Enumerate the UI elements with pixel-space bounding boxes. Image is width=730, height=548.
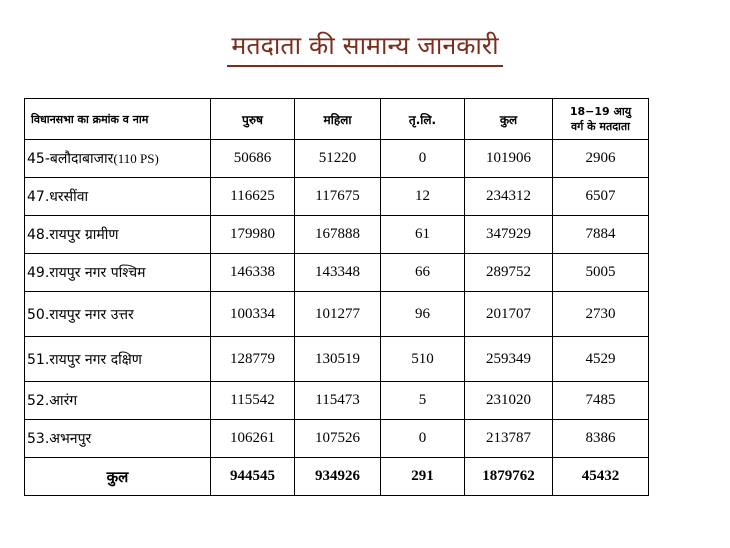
- row-age: 2730: [553, 292, 649, 337]
- row-name: 51.रायपुर नगर दक्षिण: [25, 337, 211, 382]
- table-header-row: [25, 99, 649, 140]
- row-age: 5005: [553, 254, 649, 292]
- total-age: 45432: [553, 458, 649, 496]
- row-third: 5: [381, 382, 465, 420]
- row-male: 179980: [211, 216, 295, 254]
- row-male: 106261: [211, 420, 295, 458]
- row-age: 4529: [553, 337, 649, 382]
- row-female: 143348: [295, 254, 381, 292]
- row-female: 51220: [295, 140, 381, 178]
- row-female: 130519: [295, 337, 381, 382]
- row-note: (110 PS): [113, 151, 159, 166]
- row-name: 47.धरसींवा: [25, 178, 211, 216]
- table-row: [25, 216, 649, 254]
- header-age-line1: 18−19 आयु: [569, 105, 632, 118]
- total-label: कुल: [25, 458, 211, 496]
- table-row: [25, 140, 649, 178]
- table-row: [25, 254, 649, 292]
- row-total: 234312: [465, 178, 553, 216]
- row-total: 289752: [465, 254, 553, 292]
- row-male: 100334: [211, 292, 295, 337]
- total-third: 291: [381, 458, 465, 496]
- row-third: 510: [381, 337, 465, 382]
- row-third: 0: [381, 420, 465, 458]
- row-female: 167888: [295, 216, 381, 254]
- table-row: [25, 292, 649, 337]
- row-total: 201707: [465, 292, 553, 337]
- voter-info-table: [24, 98, 649, 496]
- row-male: 128779: [211, 337, 295, 382]
- header-age-18-19: [553, 99, 649, 140]
- row-third: 96: [381, 292, 465, 337]
- row-third: 0: [381, 140, 465, 178]
- row-female: 115473: [295, 382, 381, 420]
- row-age: 8386: [553, 420, 649, 458]
- row-total: 347929: [465, 216, 553, 254]
- row-female: 107526: [295, 420, 381, 458]
- row-male: 115542: [211, 382, 295, 420]
- row-name: 52.आरंग: [25, 382, 211, 420]
- table-body: [25, 140, 649, 496]
- table-row: [25, 420, 649, 458]
- row-name: 53.अभनपुर: [25, 420, 211, 458]
- row-female: 101277: [295, 292, 381, 337]
- row-age: 6507: [553, 178, 649, 216]
- row-name: 45-बलौदाबाजार(110 PS): [25, 140, 211, 178]
- table-row: [25, 178, 649, 216]
- row-third: 61: [381, 216, 465, 254]
- total-female: 934926: [295, 458, 381, 496]
- total-total: 1879762: [465, 458, 553, 496]
- row-age: 7485: [553, 382, 649, 420]
- header-third-gender: तृ.लि.: [381, 99, 465, 140]
- row-name: 50.रायपुर नगर उत्तर: [25, 292, 211, 337]
- header-male: पुरुष: [211, 99, 295, 140]
- row-male: 50686: [211, 140, 295, 178]
- table-row: [25, 337, 649, 382]
- total-row: [25, 458, 649, 496]
- row-male: 116625: [211, 178, 295, 216]
- header-total: कुल: [465, 99, 553, 140]
- row-female: 117675: [295, 178, 381, 216]
- header-age-line2: वर्ग के मतदाता: [570, 120, 631, 133]
- header-constituency: विधानसभा का क्रमांक व नाम: [25, 99, 211, 140]
- row-name: 49.रायपुर नगर पश्चिम: [25, 254, 211, 292]
- page-title: मतदाता की सामान्य जानकारी: [227, 30, 502, 67]
- row-third: 66: [381, 254, 465, 292]
- row-third: 12: [381, 178, 465, 216]
- row-total: 231020: [465, 382, 553, 420]
- table-row: [25, 382, 649, 420]
- row-total: 213787: [465, 420, 553, 458]
- header-female: महिला: [295, 99, 381, 140]
- row-total: 259349: [465, 337, 553, 382]
- row-name: 48.रायपुर ग्रामीण: [25, 216, 211, 254]
- row-age: 7884: [553, 216, 649, 254]
- row-male: 146338: [211, 254, 295, 292]
- row-age: 2906: [553, 140, 649, 178]
- title-container: [0, 30, 730, 67]
- row-total: 101906: [465, 140, 553, 178]
- total-male: 944545: [211, 458, 295, 496]
